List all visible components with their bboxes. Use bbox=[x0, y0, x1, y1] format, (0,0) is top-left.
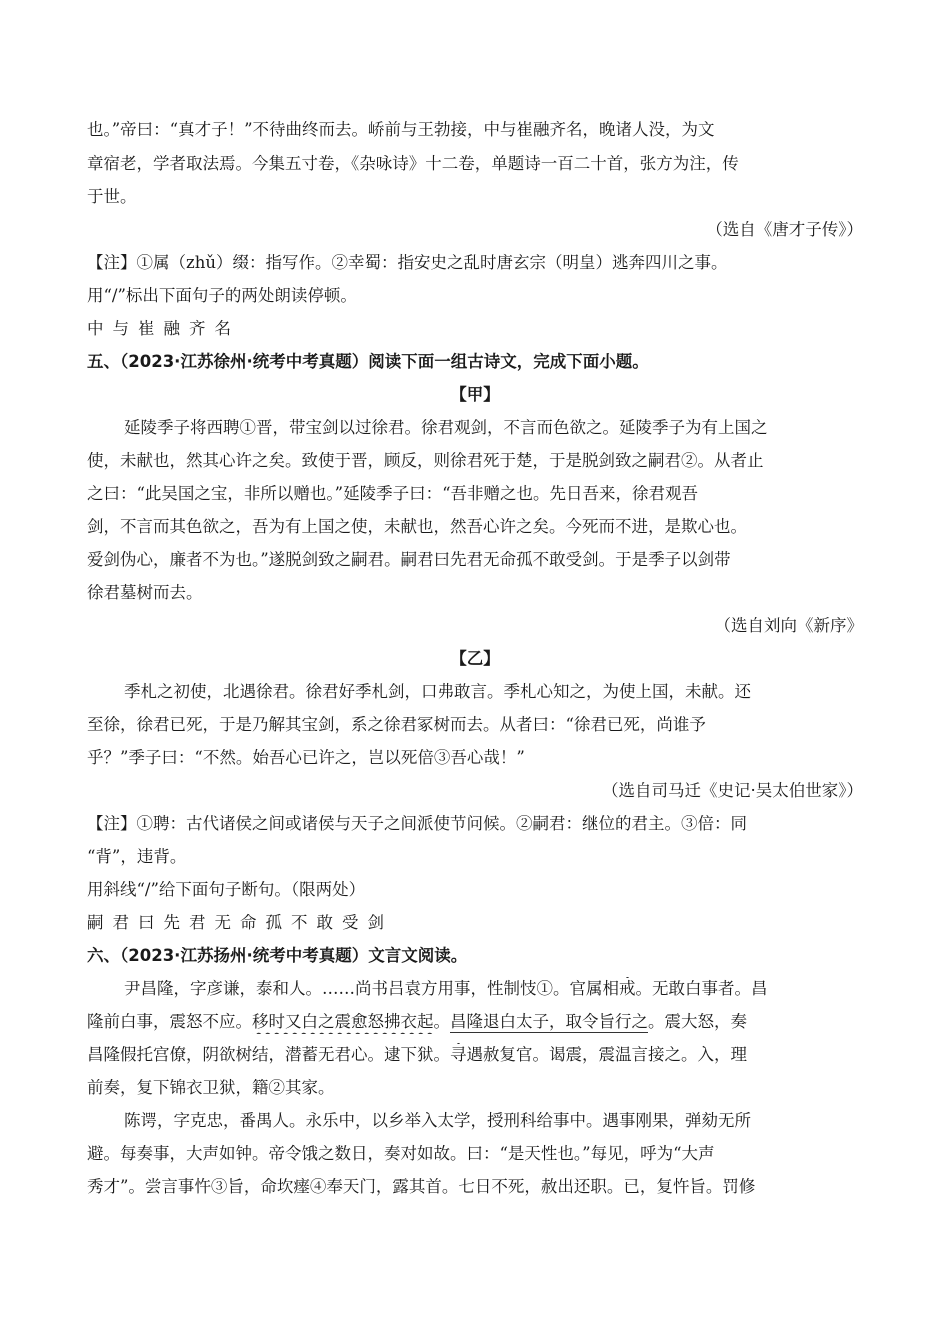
section6-p2-line-3: 秀才”。尝言事忤③旨，命坎瘗④奉天门，露其首。七日不死，赦出还职。已，复忤旨。罚修 bbox=[87, 1177, 756, 1196]
section6-p1-line3-text-b: 遇赦复官。谒震，震温言接之。入，理 bbox=[466, 1045, 747, 1064]
section5-jia-line-3: 之曰：“此吴国之宝，非所以赠也。”延陵季子曰：“吾非赠之也。先日吾来，徐君观吾 bbox=[87, 484, 699, 503]
passage4-source: （选自《唐才子传》） bbox=[706, 220, 863, 239]
underlined-sentence: 昌隆退白太子，取令旨行之 bbox=[450, 1012, 648, 1031]
section6-heading: 六、（2023·江苏扬州·统考中考真题）文言文阅读。 bbox=[87, 946, 468, 965]
section5-note-line-1: 【注】①聘：古代诸侯之间或诸侯与天子之间派使节问候。②嗣君：继位的君主。③倍：同 bbox=[87, 814, 747, 833]
section6-p1-line-4: 前奏，复下锦衣卫狱，籍②其家。 bbox=[87, 1078, 335, 1097]
section5-heading: 五、（2023·江苏徐州·统考中考真题）阅读下面一组古诗文，完成下面小题。 bbox=[87, 352, 649, 371]
emphasis-dot-word-jie: 戒 bbox=[619, 979, 636, 998]
passage4-line-1: 也。”帝曰：“真才子！”不待曲终而去。峤前与王勃接，中与崔融齐名，晚诸人没，为文 bbox=[87, 120, 715, 139]
section5-yi-line-3: 乎？”季子曰：“不然。始吾心已许之，岂以死倍③吾心哉！” bbox=[87, 748, 525, 767]
section5-jia-line-1: 延陵季子将西聘①晋，带宝剑以过徐君。徐君观剑，不言而色欲之。延陵季子为有上国之 bbox=[124, 418, 768, 437]
section5-jia-title: 【甲】 bbox=[450, 385, 500, 404]
section6-p1-line-2 bbox=[87, 1010, 863, 1034]
section5-yi-title: 【乙】 bbox=[450, 649, 500, 668]
section5-question: 用斜线“/”给下面句子断句。（限两处） bbox=[87, 880, 366, 899]
section6-p2-line-2: 避。每奏事，大声如钟。帝令饿之数日，奏对如故。曰：“是天性也。”每见，呼为“大声 bbox=[87, 1144, 715, 1163]
section6-p2-line-1: 陈谔，字克忠，番禺人。永乐中，以乡举入太学，授刑科给事中。遇事刚果，弹劾无所 bbox=[124, 1111, 751, 1130]
passage4-line-3: 于世。 bbox=[87, 187, 137, 206]
section5-yi-line-2: 至徐，徐君已死，于是乃解其宝剑，系之徐君冢树而去。从者曰：“徐君已死，尚谁予 bbox=[87, 715, 706, 734]
section5-jia-source: （选自刘向《新序》 bbox=[714, 616, 863, 635]
section5-yi-line-1: 季札之初使，北遇徐君。徐君好季札剑，口弗敢言。季札心知之，为使上国，未献。还 bbox=[124, 682, 751, 701]
section5-note-line-2: “背”，违背。 bbox=[87, 847, 187, 866]
section6-p1-line1-text-b: 。无敢白事者。昌 bbox=[635, 979, 768, 998]
section5-yi-source: （选自司马迁《史记·吴太伯世家》） bbox=[602, 781, 863, 800]
section6-p1-line-3 bbox=[87, 1043, 863, 1067]
emphasis-dot-word-xun: 寻 bbox=[450, 1045, 467, 1064]
section6-p1-line-1 bbox=[124, 977, 863, 1001]
section6-p1-line3-text-a: 昌隆假托宫僚，阴欲树结，潜蓄无君心。逮下狱。 bbox=[87, 1045, 450, 1064]
section6-p1-line1-text-a: 尹昌隆，字彦谦，泰和人。……尚书吕袁方用事，性制忮①。官属相 bbox=[124, 979, 619, 998]
section6-p1-line2-text-a: 隆前白事，震怒不应。 bbox=[87, 1012, 252, 1031]
passage4-question: 用“/”标出下面句子的两处朗读停顿。 bbox=[87, 286, 357, 305]
section6-p1-line2-text-c: 。震大怒，奏 bbox=[648, 1012, 747, 1031]
section6-p1-line2-text-b: 。 bbox=[433, 1012, 450, 1031]
section5-jia-line-6: 徐君墓树而去。 bbox=[87, 583, 203, 602]
passage4-sentence: 中与崔融齐名 bbox=[87, 319, 240, 338]
section5-jia-line-4: 剑，不言而其色欲之，吾为有上国之使，未献也，然吾心许之矣。今死而不进，是欺心也。 bbox=[87, 517, 747, 536]
wavy-underlined-sentence: 移时又白之震愈怒拂衣起 bbox=[252, 1012, 434, 1031]
section5-jia-line-2: 使，未献也，然其心许之矣。致使于晋，顾反，则徐君死于楚，于是脱剑致之嗣君②。从者止 bbox=[87, 451, 764, 470]
section5-jia-line-5: 爱剑伪心，廉者不为也。”遂脱剑致之嗣君。嗣君曰先君无命孤不敢受剑。于是季子以剑带 bbox=[87, 550, 731, 569]
section5-sentence: 嗣君曰先君无命孤不敢受剑 bbox=[87, 913, 393, 932]
passage4-line-2: 章宿老，学者取法焉。今集五寸卷，《杂咏诗》十二卷，单题诗一百二十首，张方为注，传 bbox=[87, 154, 739, 173]
passage4-note: 【注】①属（zhǔ）缀：指写作。②幸蜀：指安史之乱时唐玄宗（明皇）逃奔四川之事。 bbox=[87, 253, 728, 272]
